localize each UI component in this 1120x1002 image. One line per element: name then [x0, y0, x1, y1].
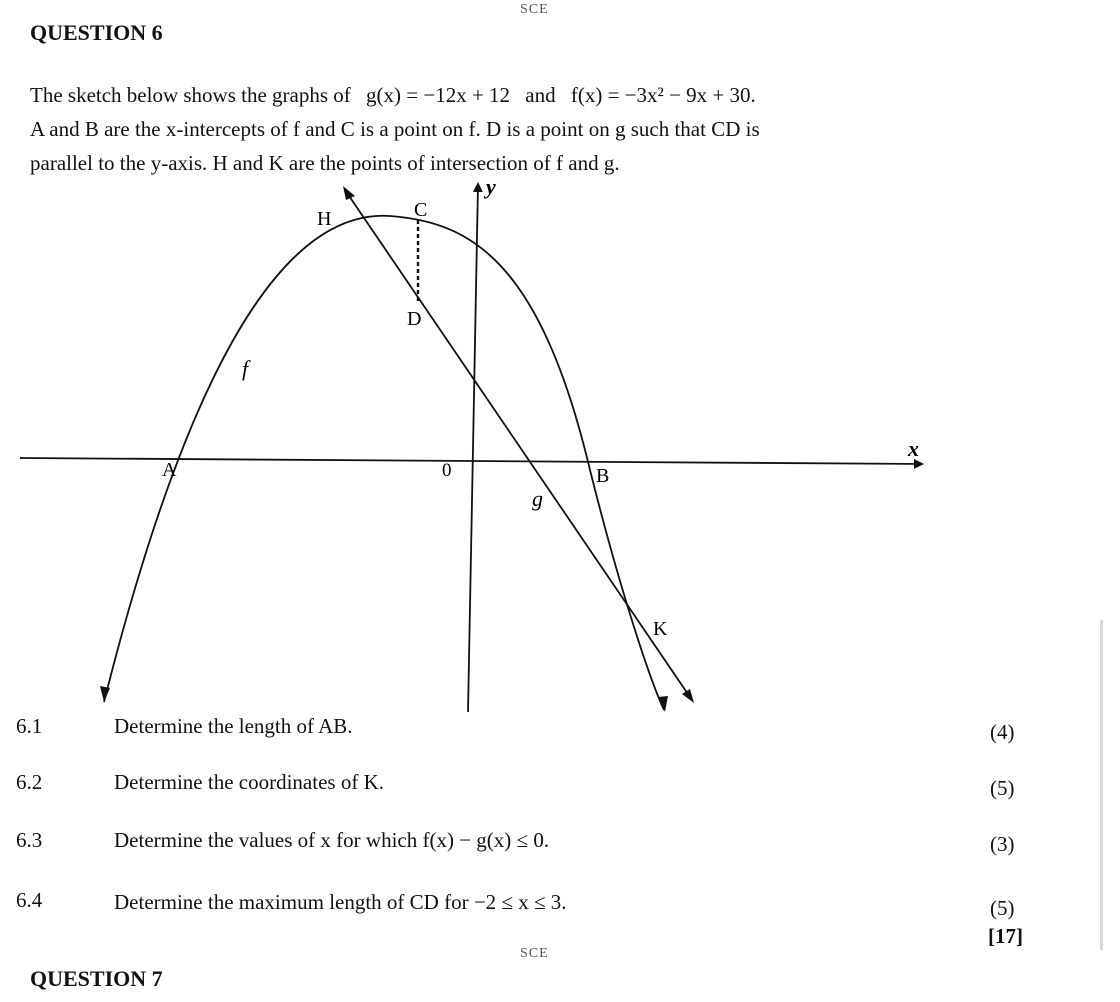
header-mark: SCE: [520, 2, 549, 17]
f-left-arrowhead: [100, 686, 110, 702]
intro-text: The sketch below shows the graphs of: [30, 83, 351, 107]
and-word: and: [525, 83, 556, 107]
footer-mark: SCE: [520, 946, 549, 961]
origin-label: 0: [442, 460, 452, 481]
subq-6-4-number: 6.4: [16, 888, 43, 912]
line-g-label: g: [532, 486, 543, 511]
question-7-title: QUESTION 7: [30, 966, 163, 991]
line-g: [345, 190, 692, 700]
intro-line-1: [30, 78, 990, 112]
x-axis: [20, 458, 922, 464]
question-6-title: QUESTION 6: [30, 20, 163, 45]
subq-6-2-marks: (5): [990, 776, 1015, 800]
g-formula: g(x) = −12x + 12: [366, 83, 511, 107]
subq-6-1-number: 6.1: [16, 714, 43, 738]
y-axis-label: y: [486, 174, 496, 199]
point-k-label: K: [653, 618, 668, 640]
g-top-arrowhead: [343, 186, 355, 200]
question-6-total: [17]: [988, 924, 1023, 948]
intro-line-2: A and B are the x-intercepts of f and C is a point on f. D is a point on g such that CD is: [30, 117, 760, 141]
point-h-label: H: [317, 208, 332, 230]
point-d-label: D: [407, 308, 422, 330]
point-b-label: B: [596, 465, 610, 487]
subq-6-1-text: Determine the length of AB.: [114, 714, 353, 738]
parabola-f: [104, 216, 664, 710]
graph-sketch: [0, 170, 1000, 720]
subq-6-4-marks: (5): [990, 896, 1015, 920]
f-formula: f(x) = −3x² − 9x + 30.: [570, 83, 756, 107]
page-edge-shadow: [1100, 620, 1103, 950]
subq-6-3-number: 6.3: [16, 828, 43, 852]
intro-line-3: parallel to the y-axis. H and K are the points of intersection of f and g.: [30, 151, 620, 175]
subq-6-2-text: Determine the coordinates of K.: [114, 770, 384, 794]
subq-6-3-marks: (3): [990, 832, 1015, 856]
subq-6-4-text: Determine the maximum length of CD for −2 ≤ x ≤ 3.: [114, 890, 567, 914]
subq-6-3-text: Determine the values of x for which f(x) − g(x) ≤ 0.: [114, 828, 550, 852]
subq-6-2-number: 6.2: [16, 770, 43, 794]
subq-6-1-marks: (4): [990, 720, 1015, 744]
curve-f-label: f: [242, 356, 249, 381]
x-axis-label: x: [908, 436, 919, 461]
y-axis: [468, 184, 478, 712]
g-bottom-arrowhead: [682, 689, 694, 703]
point-a-label: A: [162, 459, 177, 481]
point-c-label: C: [414, 199, 428, 221]
